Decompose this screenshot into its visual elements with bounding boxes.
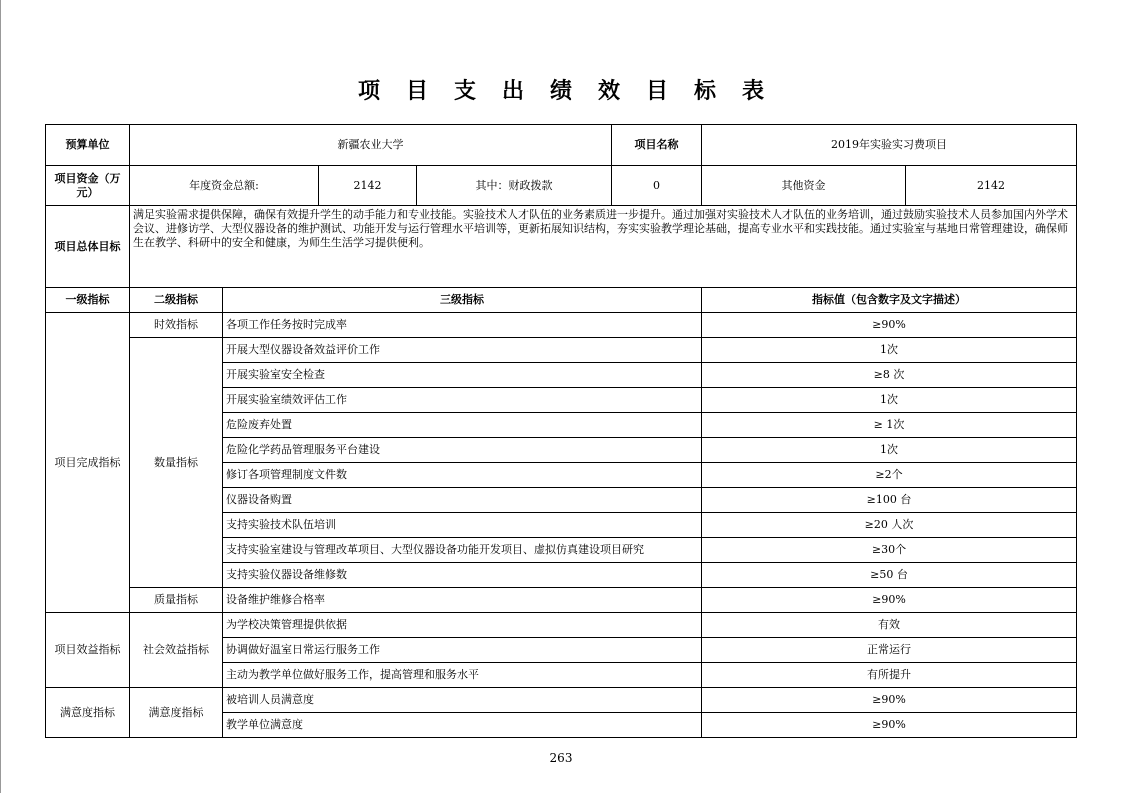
table-row: [46, 688, 1077, 713]
indicator-value: ≥100 台: [702, 488, 1077, 513]
indicator-value: ≥50 台: [702, 563, 1077, 588]
performance-table: [45, 124, 1077, 738]
indicator-name: 教学单位满意度: [223, 713, 702, 738]
indicator-value: 正常运行: [702, 638, 1077, 663]
indicator-name: 协调做好温室日常运行服务工作: [223, 638, 702, 663]
indicator-name: 支持实验室建设与管理改革项目、大型仪器设备功能开发项目、虚拟仿真建设项目研究: [223, 538, 702, 563]
col-level3-header: 三级指标: [223, 288, 702, 313]
indicator-name: 为学校决策管理提供依据: [223, 613, 702, 638]
page-number: 263: [549, 751, 573, 765]
indicator-value: 有所提升: [702, 663, 1077, 688]
indicator-name: 各项工作任务按时完成率: [223, 313, 702, 338]
indicator-name: 支持实验技术队伍培训: [223, 513, 702, 538]
level2-timeliness: 时效指标: [130, 313, 223, 338]
table-row: [46, 338, 1077, 363]
indicator-name: 开展实验室安全检查: [223, 363, 702, 388]
indicator-name: 开展大型仪器设备效益评价工作: [223, 338, 702, 363]
indicator-name: 被培训人员满意度: [223, 688, 702, 713]
level2-quantity: 数量指标: [130, 338, 223, 588]
table-row: [46, 613, 1077, 638]
indicator-name: 主动为教学单位做好服务工作，提高管理和服务水平: [223, 663, 702, 688]
indicator-value: ≥90%: [702, 688, 1077, 713]
indicator-value: 有效: [702, 613, 1077, 638]
other-funds-value: 2142: [906, 166, 1077, 206]
indicator-name: 设备维护维修合格率: [223, 588, 702, 613]
indicator-value: ≥90%: [702, 713, 1077, 738]
level2-quality: 质量指标: [130, 588, 223, 613]
page-title: 项目支出绩效目标表: [357, 78, 790, 104]
indicator-value: 1次: [702, 388, 1077, 413]
budget-unit-value: 新疆农业大学: [130, 125, 612, 166]
indicator-name: 修订各项管理制度文件数: [223, 463, 702, 488]
indicator-value: ≥90%: [702, 313, 1077, 338]
indicator-name: 仪器设备购置: [223, 488, 702, 513]
level1-benefit: 项目效益指标: [46, 613, 130, 688]
indicator-value: ≥20 人次: [702, 513, 1077, 538]
project-name-value: 2019年实验实习费项目: [702, 125, 1077, 166]
project-name-label: 项目名称: [612, 125, 702, 166]
indicator-name: 危险废弃处置: [223, 413, 702, 438]
indicator-name: 危险化学药品管理服务平台建设: [223, 438, 702, 463]
fiscal-value: 0: [612, 166, 702, 206]
indicator-value: ≥30个: [702, 538, 1077, 563]
col-level1-header: 一级指标: [46, 288, 130, 313]
level2-satisfaction: 满意度指标: [130, 688, 223, 738]
indicator-value: ≥2个: [702, 463, 1077, 488]
other-funds-label: 其他资金: [702, 166, 906, 206]
col-value-header: 指标值（包含数字及文字描述）: [702, 288, 1077, 313]
funds-label: 项目资金（万元）: [46, 166, 130, 206]
overall-goal-text: 满足实验需求提供保障，确保有效提升学生的动手能力和专业技能。实验技术人才队伍的业务素质进一步提升。通过加强对实验技术人才队伍的业务培训，通过鼓励实验技术人员参加国内外学术会议、进修访学、大型仪器设备的维护测试、功能开发与运行管理水平培训等，更新拓展知识结构，夯实实验教学理论基础，提高专业水平和实践技能。通过实验室与基地日常管理建设，确保师生在教学、科研中的安全和健康，为师生生活学习提供便利。: [130, 206, 1077, 288]
level2-social: 社会效益指标: [130, 613, 223, 688]
table-row: [46, 313, 1077, 338]
fiscal-label: 其中：财政拨款: [417, 166, 612, 206]
budget-unit-label: 预算单位: [46, 125, 130, 166]
indicator-value: ≥ 1次: [702, 413, 1077, 438]
indicator-name: 支持实验仪器设备维修数: [223, 563, 702, 588]
indicator-value: 1次: [702, 438, 1077, 463]
indicator-value: ≥8 次: [702, 363, 1077, 388]
indicator-value: 1次: [702, 338, 1077, 363]
page-left-edge: [0, 0, 1, 793]
table-row: [46, 588, 1077, 613]
col-level2-header: 二级指标: [130, 288, 223, 313]
overall-goal-label: 项目总体目标: [46, 206, 130, 288]
indicator-value: ≥90%: [702, 588, 1077, 613]
indicator-name: 开展实验室绩效评估工作: [223, 388, 702, 413]
annual-total-label: 年度资金总额:: [130, 166, 319, 206]
annual-total-value: 2142: [319, 166, 417, 206]
level1-completion: 项目完成指标: [46, 313, 130, 613]
level1-satisfaction: 满意度指标: [46, 688, 130, 738]
